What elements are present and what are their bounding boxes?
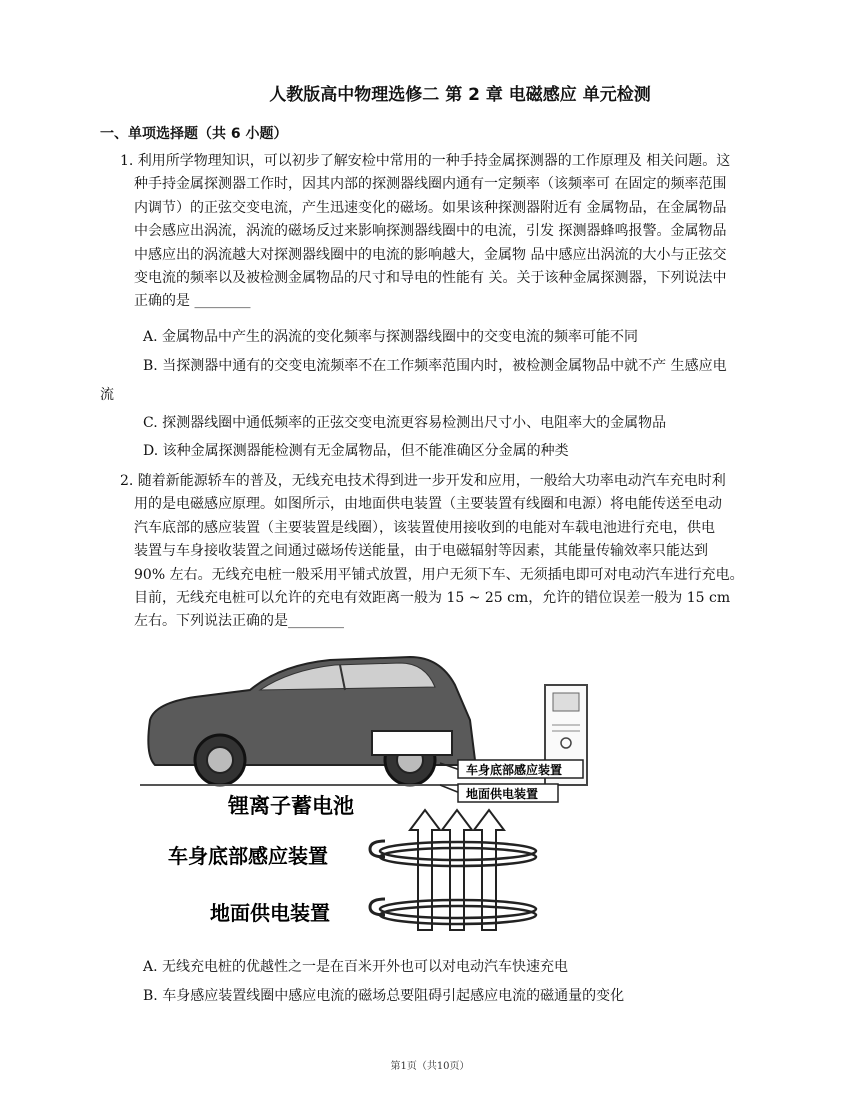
- q2-option-b: B. 车身感应装置线圈中感应电流的磁场总要阻碍引起感应电流的磁通量的变化: [143, 988, 625, 1004]
- question-1: [120, 150, 772, 314]
- document-title: 人教版高中物理选修二 第 2 章 电磁感应 单元检测: [269, 85, 651, 105]
- q1-line-1: 1. 利用所学物理知识，可以初步了解安检中常用的一种手持金属探测器的工作原理及 相关问题。这: [120, 153, 731, 169]
- q1-line-5: 中感应出的涡流越大对探测器线圈中的电流的影响越大，金属物 品中感应出涡流的大小与正弦交: [134, 246, 727, 263]
- label-body-device: 车身底部感应装置: [168, 844, 328, 868]
- q2-line-6: 目前，无线充电桩可以允许的充电有效距离一般为 15 ~ 25 cm，允许的错位误差一般为 15 cm: [134, 590, 731, 607]
- q1-line-7: 正确的是 ________: [134, 293, 251, 310]
- q2-line-2: 用的是电磁感应原理。如图所示，由地面供电装置（主要装置有线圈和电源）将电能传送至电动: [134, 496, 722, 513]
- question-2: [120, 470, 772, 634]
- wireless-charging-figure: [140, 645, 590, 945]
- q2-option-a: A. 无线充电桩的优越性之一是在百米开外也可以对电动汽车快速充电: [143, 959, 569, 975]
- section-heading: 一、单项选择题（共 6 小题）: [100, 126, 288, 142]
- q2-line-5: 90% 左右。无线充电桩一般采用平铺式放置，用户无须下车、无须插电即可对电动汽车进行充电。: [134, 566, 744, 583]
- label-ground-device: 地面供电装置: [210, 901, 330, 925]
- q1-line-3: 内调节）的正弦交变电流，产生迅速变化的磁场。如果该种探测器附近有 金属物品，在金属物品: [134, 199, 727, 216]
- car-illustration: [140, 657, 475, 785]
- q1-option-b: B. 当探测器中通有的交变电流频率不在工作频率范围内时，被检测金属物品中就不产 生感应电: [143, 358, 727, 374]
- q1-line-6: 变电流的频率以及被检测金属物品的尺寸和导电的性能有 关。关于该种金属探测器，下列说法中: [134, 270, 727, 287]
- q2-line-7: 左右。下列说法正确的是________: [134, 613, 344, 630]
- q2-line-3: 汽车底部的感应装置（主要装置是线圈），该装置使用接收到的电能对车载电池进行充电，供电: [134, 519, 715, 536]
- q1-option-c: C. 探测器线圈中通低频率的正弦交变电流更容易检测出尺寸小、电阻率大的金属物品: [143, 415, 667, 431]
- q2-line-1: 2. 随着新能源轿车的普及，无线充电技术得到进一步开发和应用，一般给大功率电动汽车充电时利: [120, 473, 726, 489]
- q2-line-4: 装置与车身接收装置之间通过磁场传送能量，由于电磁辐射等因素，其能量传输效率只能达到: [134, 543, 708, 560]
- magnetic-field-arrows: [410, 810, 504, 930]
- label-battery: 锂离子蓄电池: [228, 793, 354, 818]
- q1-option-d: D. 该种金属探测器能检测有无金属物品，但不能准确区分金属的种类: [143, 443, 569, 459]
- label-body-device-small: 车身底部感应装置: [466, 763, 563, 777]
- q1-line-2: 种手持金属探测器工作时，因其内部的探测器线圈内通有一定频率（该频率可 在固定的频率范围: [134, 176, 727, 193]
- q1-option-a: A. 金属物品中产生的涡流的变化频率与探测器线圈中的交变电流的频率可能不同: [143, 329, 639, 345]
- q1-option-b-wrap: 流: [100, 387, 114, 403]
- page-footer: 第1页（共10页）: [390, 1061, 470, 1072]
- q1-line-4: 中会感应出涡流，涡流的磁场反过来影响探测器线圈中的电流，引发 探测器蜂鸣报警。金属物品: [134, 223, 727, 240]
- label-ground-device-small: 地面供电装置: [466, 787, 539, 801]
